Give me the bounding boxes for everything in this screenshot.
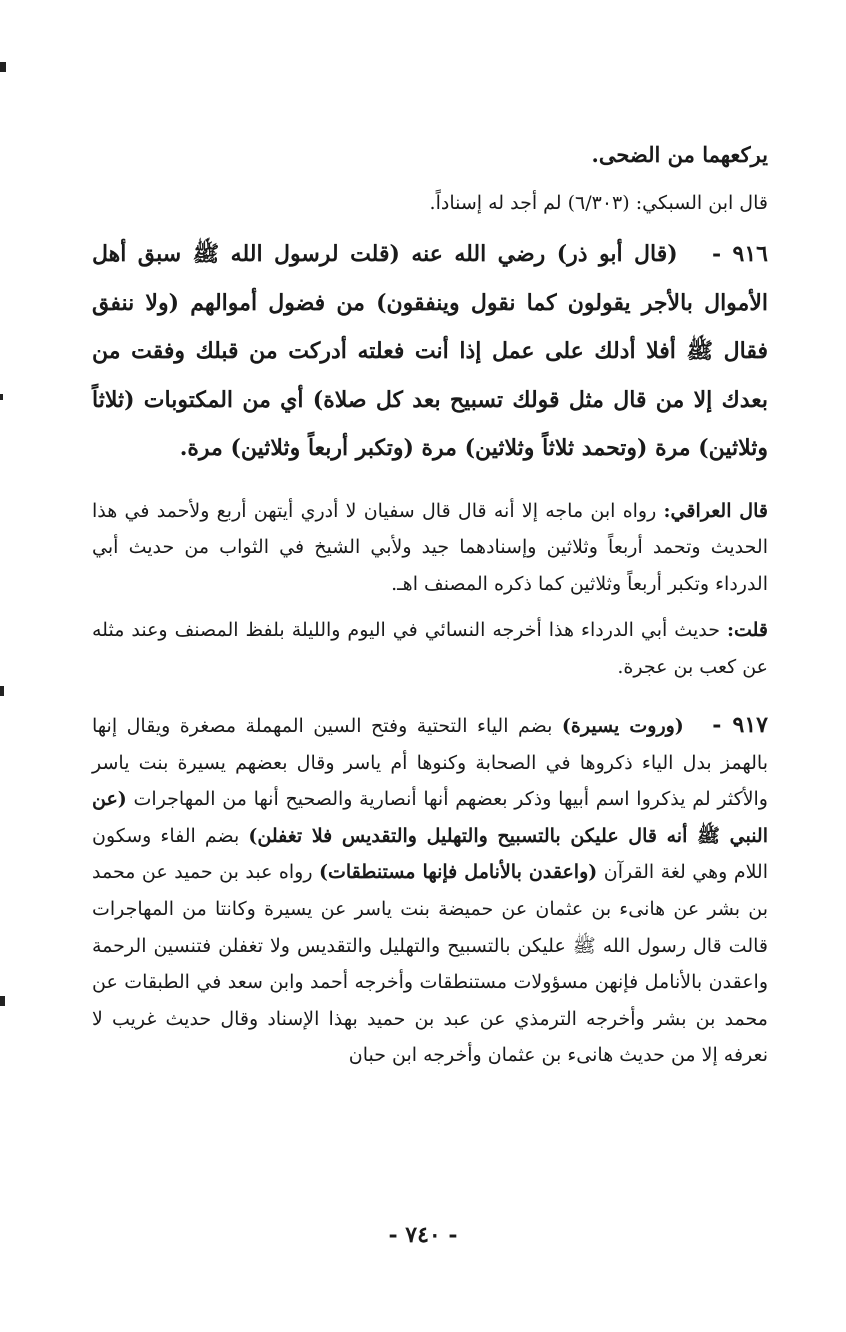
page-number: - ٧٤٠ - — [388, 1222, 458, 1248]
qult-label: قلت: — [726, 619, 769, 641]
entry-number: ٩١٧ - — [712, 712, 768, 738]
entry-quote-2: (عن النبي ﷺ أنه قال عليكن بالتسبيح والتهليل والتقديس فلا تغفلن) — [92, 788, 768, 847]
entry-917 — [92, 707, 768, 1074]
left-edge-mark — [0, 62, 6, 72]
iraqi-commentary — [92, 493, 768, 603]
iraqi-label: قال العراقي: — [663, 499, 768, 522]
qult-commentary — [92, 612, 768, 685]
left-edge-mark — [0, 996, 5, 1006]
subki-note: قال ابن السبكي: (٦/٣٠٣) لم أجد له إسناداً. — [429, 192, 768, 214]
entry-quote-3: (واعقدن بالأنامل فإنها مستنطقات) — [319, 861, 598, 884]
hadith-text: (قال أبو ذر) رضي الله عنه (قلت لرسول الله ﷺ سبق أهل الأموال بالأجر يقولون كما نقول وينفقون) من فضول أموالهم (ولا ننفق فقال ﷺ أفلا أدلك على عمل إذا أنت فعلته أدركت من قبلك وفقت من بعدك إلا من قال مثل قولك تسبيح بعد كل صلاة) أي من المكتوبات (ثلاثاً وثلاثين) مرة (وتحمد ثلاثاً وثلاثين) مرة (وتكبر أربعاً وثلاثين) مرة. — [92, 241, 768, 461]
qult-text: حديث أبي الدرداء هذا أخرجه النسائي في اليوم والليلة بلفظ المصنف وعند مثله عن كعب بن عجرة. — [92, 619, 768, 678]
hadith-number: ٩١٦ - — [711, 241, 768, 267]
iraqi-text: رواه ابن ماجه إلا أنه قال قال سفيان لا أدري أيتهن أربع ولأحمد في هذا الحديث وتحمد أربعاً وثلاثين وإسنادهما جيد ولأبي الشيخ في الثواب من حديث أبي الدرداء وتكبر أربعاً وثلاثين كما ذكره المصنف اهـ. — [92, 499, 768, 595]
intro-line: يركعهما من الضحى. — [591, 142, 768, 167]
left-edge-mark — [0, 394, 3, 400]
entry-text-2: بضم الفاء وسكون اللام وهي لغة القرآن — [92, 824, 768, 884]
entry-quote-1: (وروت يسيرة) — [561, 715, 684, 737]
entry-text-3: رواه عبد بن حميد عن محمد بن بشر عن هانىء بن عثمان عن حميضة بنت ياسر عن يسيرة وكانتا من المهاجرات قالت قال رسول الله ﷺ عليكن بالتسبيح والتهليل والتقديس ولا تغفلن فتنسين الرحمة واعقدن بالأنامل فإنهن مسؤولات مستنطقات وأخرجه أحمد وابن سعد في الطبقات عن محمد بن بشر وأخرجه الترمذي عن عبد بن حميد بهذا الإسناد وقال حديث غريب لا نعرفه إلا من حديث هانىء بن عثمان وأخرجه ابن حبان — [92, 861, 768, 1067]
hadith-916 — [92, 230, 768, 473]
left-edge-mark — [0, 686, 4, 696]
page-body — [92, 130, 768, 1074]
entry-text-1: بضم الياء التحتية وفتح السين المهملة مصغرة ويقال إنها بالهمز بدل الياء ذكروها في الصحابة وكنوها أم ياسر وقال بعضهم يسيرة بنت ياسر والأكثر لم يذكروا اسم أبيها وذكر بعضهم أنها أنصارية والصحيح أنها من المهاجرات — [92, 715, 769, 811]
